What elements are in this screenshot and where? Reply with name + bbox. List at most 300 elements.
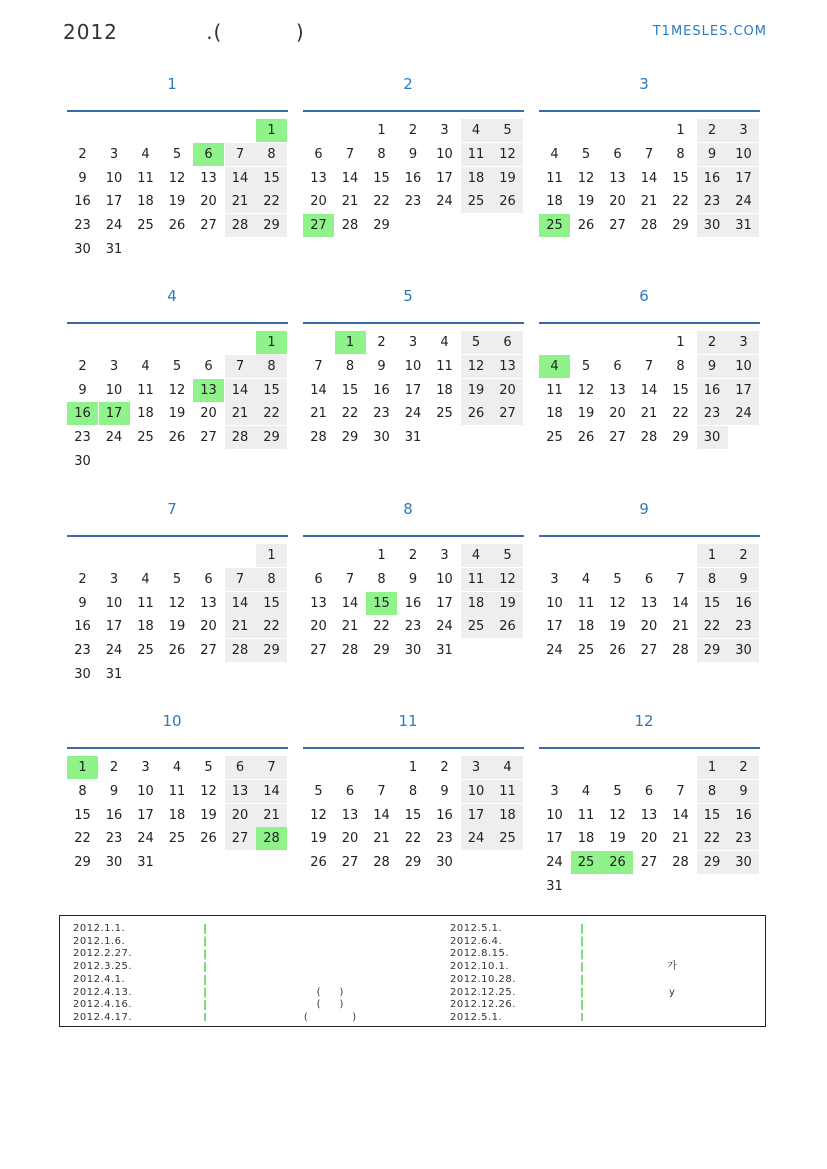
day-cell: 10: [105, 170, 123, 186]
day-cell: 29: [697, 851, 728, 874]
day-cell: 19: [200, 807, 217, 823]
day-cell: 14: [341, 595, 359, 611]
day-cell: 9: [377, 358, 386, 374]
month-name: 6: [639, 287, 649, 305]
day-cell: 17: [105, 194, 123, 210]
day-cell: 30: [697, 426, 728, 449]
day-cell: 18: [137, 194, 154, 210]
day-cell: 29: [256, 214, 287, 237]
day-cell: 22: [74, 831, 91, 847]
day-cell: 30: [728, 851, 759, 874]
day-cell: 19: [609, 619, 626, 635]
legend-date: 2012.4.16.: [73, 999, 133, 1011]
day-cell: 21: [225, 190, 256, 213]
day-cell: 14: [640, 382, 658, 398]
day-cell: 12: [609, 595, 626, 611]
day-cell: 10: [461, 780, 492, 803]
day-cell: 19: [461, 379, 492, 402]
day-cell: 11: [137, 595, 154, 611]
day-cell: 17: [436, 595, 453, 611]
day-cell: 24: [105, 218, 123, 234]
day-cell: 3: [550, 571, 559, 587]
day-cell: 27: [200, 430, 217, 446]
day-cell: 1: [335, 331, 366, 354]
legend-date: 2012.4.17.: [73, 1011, 133, 1023]
day-cell: 10: [728, 355, 759, 378]
day-cell: 8: [256, 355, 287, 378]
day-cell: 9: [78, 382, 87, 398]
day-cell: 8: [256, 568, 287, 591]
day-cell: 5: [581, 146, 591, 162]
month-name: 8: [403, 500, 413, 518]
day-cell: 10: [436, 146, 453, 162]
day-cell: 11: [492, 780, 523, 803]
legend-name: ( ): [303, 1011, 357, 1023]
month-7: [67, 500, 288, 700]
month-name: 2: [403, 75, 413, 93]
day-cell: 20: [225, 804, 256, 827]
day-cell: 11: [577, 595, 595, 611]
day-cell: 22: [373, 619, 390, 635]
legend-date: 2012.5.1.: [450, 1011, 503, 1023]
legend-name: [587, 936, 757, 949]
day-cell: 22: [256, 190, 287, 213]
day-cell: 13: [640, 807, 658, 823]
day-cell: 24: [105, 430, 123, 446]
day-cell: 7: [345, 146, 355, 162]
day-cell: 1: [377, 123, 386, 138]
month-6: [539, 287, 760, 487]
day-cell: 3: [408, 335, 418, 350]
day-cell: 15: [404, 807, 422, 823]
day-cell: 20: [341, 831, 359, 847]
legend-right-dates: [450, 923, 516, 1025]
day-cell: 28: [256, 827, 287, 850]
day-cell: 23: [697, 190, 728, 213]
day-cell: 25: [577, 643, 595, 659]
day-cell: 28: [225, 639, 256, 662]
day-cell: 29: [256, 426, 287, 449]
day-cell: 29: [672, 430, 689, 446]
day-cell: 29: [697, 639, 728, 662]
legend-name: [587, 1012, 757, 1025]
month-4: [67, 287, 288, 487]
day-cell: 19: [168, 619, 186, 635]
day-cell: 31: [404, 430, 422, 446]
day-cell: 6: [613, 358, 622, 374]
legend-date: 2012.1.1.: [73, 923, 126, 934]
day-cell: 21: [341, 619, 359, 635]
day-cell: 29: [256, 639, 287, 662]
month-name: 12: [634, 712, 654, 730]
day-cell: 18: [577, 831, 595, 847]
day-cell: 24: [546, 855, 563, 871]
day-cell: 1: [676, 335, 685, 350]
day-cell: 12: [492, 143, 523, 166]
month-name: 5: [403, 287, 413, 305]
day-cell: 1: [377, 548, 386, 563]
day-cell: 21: [225, 615, 256, 638]
day-cell: 2: [440, 760, 449, 775]
day-cell: 22: [256, 615, 287, 638]
day-cell: 1: [676, 123, 685, 138]
day-cell: 29: [341, 430, 359, 446]
day-cell: 7: [676, 571, 685, 587]
day-cell: 13: [310, 170, 327, 186]
day-cell: 20: [492, 379, 523, 402]
day-cell: 18: [461, 167, 492, 190]
day-cell: 12: [168, 382, 186, 398]
day-cell: 23: [697, 402, 728, 425]
day-cell: 25: [461, 615, 492, 638]
legend-name: [210, 936, 450, 949]
day-cell: 5: [204, 760, 213, 775]
day-cell: 10: [105, 595, 123, 611]
legend-name: [210, 948, 450, 961]
day-cell: 13: [193, 379, 224, 402]
legend-name: ( ): [316, 999, 344, 1011]
day-cell: 26: [168, 430, 186, 446]
day-cell: 12: [461, 355, 492, 378]
legend-name: ( ): [316, 986, 344, 998]
day-cell: 13: [225, 780, 256, 803]
day-cell: 3: [109, 571, 119, 587]
month-rule: [303, 110, 524, 112]
day-cell: 4: [461, 544, 492, 567]
day-cell: 6: [644, 571, 654, 587]
day-cell: 16: [373, 382, 390, 398]
site-link[interactable]: T1MESLES.COM: [652, 24, 767, 39]
day-cell: 25: [137, 643, 154, 659]
day-cell: 28: [225, 214, 256, 237]
month-rule: [67, 110, 288, 112]
day-cell: 9: [440, 783, 449, 799]
day-cell: 25: [137, 430, 154, 446]
day-cell: 26: [168, 643, 186, 659]
day-cell: 25: [571, 851, 602, 874]
day-cell: 21: [672, 831, 689, 847]
day-cell: 9: [78, 595, 87, 611]
day-cell: 19: [577, 406, 595, 422]
day-cell: 18: [546, 406, 563, 422]
day-cell: 7: [644, 358, 654, 374]
month-rule: [303, 535, 524, 537]
day-cell: 24: [436, 194, 453, 210]
day-cell: 6: [613, 146, 622, 162]
month-rule: [539, 322, 760, 324]
day-cell: 19: [310, 831, 327, 847]
day-cell: 5: [172, 358, 182, 374]
day-cell: 17: [404, 382, 422, 398]
day-cell: 30: [404, 643, 422, 659]
day-cell: 26: [492, 190, 523, 213]
day-cell: 2: [78, 358, 87, 374]
day-cell: 30: [105, 855, 123, 871]
day-cell: 14: [373, 807, 390, 823]
day-cell: 17: [546, 831, 563, 847]
day-cell: 4: [172, 760, 182, 775]
day-cell: 2: [697, 331, 728, 354]
day-cell: 10: [728, 143, 759, 166]
day-cell: 10: [105, 382, 123, 398]
day-cell: 8: [256, 143, 287, 166]
day-cell: 8: [377, 146, 386, 162]
day-cell: 20: [310, 619, 327, 635]
day-cell: 10: [546, 595, 563, 611]
day-cell: 25: [436, 406, 453, 422]
day-cell: 25: [168, 831, 186, 847]
day-cell: 4: [141, 571, 150, 587]
day-cell: 9: [78, 170, 87, 186]
day-cell: 17: [546, 619, 563, 635]
day-cell: 20: [200, 619, 217, 635]
day-cell: 2: [78, 571, 87, 587]
legend-name: 가: [667, 961, 677, 973]
day-cell: 7: [225, 568, 256, 591]
day-cell: 14: [672, 807, 689, 823]
day-cell: 13: [200, 170, 217, 186]
day-cell: 5: [613, 783, 622, 799]
day-cell: 20: [609, 194, 626, 210]
day-cell: 3: [440, 548, 449, 563]
day-cell: 7: [256, 756, 287, 779]
day-cell: 29: [404, 855, 422, 871]
day-cell: 21: [640, 194, 658, 210]
day-cell: 29: [74, 855, 91, 871]
day-cell: 9: [728, 780, 759, 803]
day-cell: 23: [436, 831, 453, 847]
day-cell: 11: [546, 382, 563, 398]
day-cell: 31: [546, 879, 563, 894]
day-cell: 18: [577, 619, 595, 635]
day-cell: 22: [256, 402, 287, 425]
day-cell: 12: [200, 783, 217, 799]
month-rule: [539, 110, 760, 112]
day-cell: 7: [225, 355, 256, 378]
day-cell: 22: [672, 406, 689, 422]
day-cell: 12: [310, 807, 327, 823]
day-cell: 4: [550, 146, 559, 162]
day-cell: 4: [539, 355, 570, 378]
month-rule: [67, 322, 288, 324]
legend-name: [587, 948, 757, 961]
month-3: [539, 75, 760, 275]
day-cell: 15: [672, 170, 689, 186]
day-cell: 21: [672, 619, 689, 635]
day-cell: 1: [256, 331, 287, 354]
day-cell: 8: [408, 783, 418, 799]
legend-date: 2012.3.25.: [73, 961, 133, 973]
day-cell: 14: [225, 379, 256, 402]
day-cell: 16: [436, 807, 453, 823]
month-name: 4: [167, 287, 177, 305]
day-cell: 2: [78, 146, 87, 162]
day-cell: 11: [577, 807, 595, 823]
day-cell: 15: [697, 804, 728, 827]
day-cell: 19: [168, 194, 186, 210]
day-cell: 10: [404, 358, 422, 374]
day-cell: 9: [408, 146, 418, 162]
day-cell: 29: [672, 218, 689, 234]
day-cell: 18: [461, 592, 492, 615]
day-cell: 26: [577, 430, 595, 446]
day-cell: 22: [373, 194, 390, 210]
day-cell: 23: [74, 218, 91, 234]
month-rule: [67, 747, 288, 749]
day-cell: 13: [609, 170, 626, 186]
day-cell: 26: [492, 615, 523, 638]
day-cell: 19: [492, 167, 523, 190]
day-cell: 13: [609, 382, 626, 398]
day-cell: 21: [225, 402, 256, 425]
day-cell: 1: [697, 756, 728, 779]
day-cell: 8: [345, 358, 355, 374]
legend-name: [587, 974, 757, 987]
day-cell: 17: [137, 807, 154, 823]
day-cell: 5: [581, 358, 591, 374]
day-cell: 16: [697, 379, 728, 402]
day-cell: 24: [461, 827, 492, 850]
day-cell: 5: [314, 783, 323, 799]
month-rule: [539, 747, 760, 749]
day-cell: 16: [728, 592, 759, 615]
month-rule: [539, 535, 760, 537]
day-cell: 28: [640, 430, 658, 446]
legend-right-names: [587, 923, 757, 1025]
day-cell: 31: [728, 214, 759, 237]
month-rule: [303, 322, 524, 324]
day-cell: 14: [672, 595, 689, 611]
day-cell: 21: [373, 831, 390, 847]
day-cell: 7: [377, 783, 386, 799]
day-cell: 30: [436, 855, 453, 871]
month-name: 10: [162, 712, 182, 730]
day-cell: 23: [404, 194, 422, 210]
day-cell: 4: [141, 358, 150, 374]
day-cell: 24: [137, 831, 154, 847]
day-cell: 27: [200, 643, 217, 659]
day-cell: 18: [137, 406, 154, 422]
day-cell: 10: [436, 571, 453, 587]
day-cell: 18: [436, 382, 453, 398]
legend-date: 2012.5.1.: [450, 923, 503, 934]
legend-name: [210, 923, 450, 936]
day-cell: 17: [105, 619, 123, 635]
day-cell: 23: [74, 643, 91, 659]
day-cell: 31: [105, 242, 123, 257]
day-cell: 30: [728, 639, 759, 662]
day-cell: 28: [225, 426, 256, 449]
day-cell: 8: [78, 783, 87, 799]
day-cell: 6: [204, 571, 213, 587]
day-cell: 20: [200, 194, 217, 210]
legend-date: 2012.12.25.: [450, 986, 516, 998]
legend-date: 2012.10.28.: [450, 973, 516, 985]
day-cell: 19: [492, 592, 523, 615]
day-cell: 26: [310, 855, 327, 871]
day-cell: 12: [577, 170, 595, 186]
day-cell: 27: [609, 430, 626, 446]
day-cell: 24: [404, 406, 422, 422]
day-cell: 2: [109, 760, 119, 775]
day-cell: 16: [67, 402, 98, 425]
day-cell: 27: [225, 827, 256, 850]
day-cell: 12: [168, 170, 186, 186]
day-cell: 24: [436, 619, 453, 635]
day-cell: 11: [546, 170, 563, 186]
day-cell: 3: [109, 358, 119, 374]
day-cell: 28: [341, 218, 359, 234]
day-cell: 13: [341, 807, 359, 823]
day-cell: 23: [105, 831, 123, 847]
day-cell: 18: [492, 804, 523, 827]
legend-date: 2012.4.13.: [73, 986, 133, 998]
day-cell: 27: [303, 214, 334, 237]
day-cell: 25: [492, 827, 523, 850]
day-cell: 17: [728, 379, 759, 402]
day-cell: 30: [373, 430, 390, 446]
day-cell: 11: [168, 783, 186, 799]
month-9: [539, 500, 760, 700]
day-cell: 5: [492, 544, 523, 567]
day-cell: 14: [310, 382, 327, 398]
day-cell: 7: [345, 571, 355, 587]
day-cell: 6: [204, 358, 213, 374]
day-cell: 8: [676, 358, 685, 374]
legend-date: 2012.12.26.: [450, 999, 516, 1011]
month-12: [539, 712, 760, 912]
day-cell: 11: [461, 568, 492, 591]
day-cell: 6: [492, 331, 523, 354]
day-cell: 3: [550, 783, 559, 799]
month-rule: [303, 747, 524, 749]
day-cell: 25: [539, 214, 570, 237]
day-cell: 12: [577, 382, 595, 398]
day-cell: 6: [314, 571, 323, 587]
day-cell: 7: [676, 783, 685, 799]
day-cell: 20: [640, 831, 658, 847]
day-cell: 11: [137, 170, 154, 186]
day-cell: 17: [99, 402, 130, 425]
day-cell: 30: [74, 667, 91, 682]
day-cell: 31: [105, 667, 123, 682]
day-cell: 6: [345, 783, 355, 799]
day-cell: 17: [461, 804, 492, 827]
day-cell: 27: [640, 643, 658, 659]
day-cell: 26: [461, 402, 492, 425]
day-cell: 19: [168, 406, 186, 422]
day-cell: 7: [314, 358, 323, 374]
day-cell: 15: [256, 167, 287, 190]
day-cell: 1: [408, 760, 418, 775]
day-cell: 22: [697, 615, 728, 638]
day-cell: 20: [609, 406, 626, 422]
day-cell: 26: [602, 851, 633, 874]
day-cell: 7: [225, 143, 256, 166]
day-cell: 3: [141, 760, 150, 775]
holiday-legend: [59, 915, 766, 1027]
day-cell: 16: [74, 619, 91, 635]
day-cell: 15: [74, 807, 91, 823]
day-cell: 15: [341, 382, 359, 398]
day-cell: 17: [436, 170, 453, 186]
day-cell: 7: [644, 146, 654, 162]
day-cell: 15: [697, 592, 728, 615]
day-cell: 12: [609, 807, 626, 823]
day-cell: 10: [137, 783, 154, 799]
legend-name: y: [669, 986, 675, 998]
day-cell: 8: [697, 568, 728, 591]
